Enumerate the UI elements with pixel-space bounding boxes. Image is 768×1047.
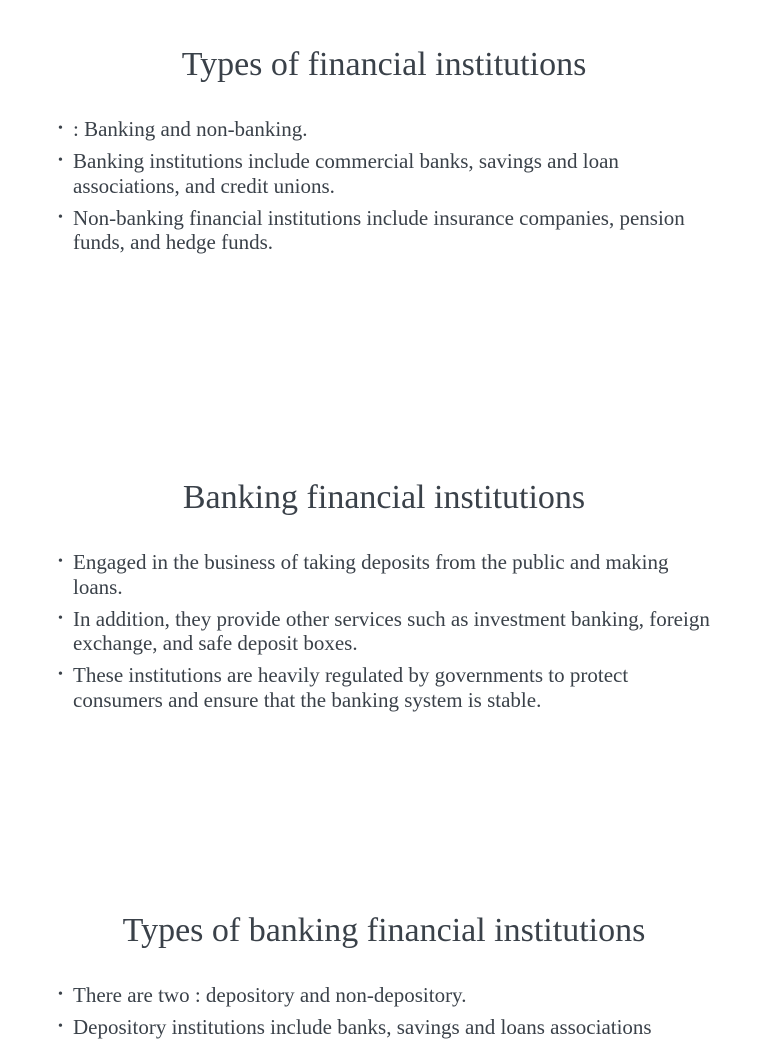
slide-3 — [0, 866, 768, 1039]
bullet-item — [58, 607, 718, 656]
bullet-text: In addition, they provide other services such as investment banking, foreign exchange, and safe deposit boxes. — [73, 606, 710, 655]
bullet-icon: • — [58, 209, 63, 225]
bullet-item — [58, 117, 718, 142]
bullet-text: Non-banking financial institutions include insurance companies, pension funds, and hedge funds. — [73, 205, 685, 254]
bullet-text: There are two : depository and non-depository. — [73, 983, 467, 1007]
bullet-icon: • — [58, 987, 63, 1002]
slide-title: Banking financial institutions — [182, 479, 586, 516]
slide-title: Types of financial institutions — [181, 46, 587, 83]
bullet-item — [58, 983, 718, 1008]
bullet-text: Banking institutions include commercial banks, savings and loan associations, and credit unions. — [73, 149, 619, 198]
bullet-icon: • — [58, 153, 63, 168]
bullet-text: Depository institutions include banks, savings and loans associations — [73, 1015, 652, 1039]
bullet-list — [58, 983, 718, 1047]
bullet-icon: • — [58, 121, 63, 136]
bullet-icon: • — [58, 667, 63, 682]
bullet-item — [58, 1015, 718, 1040]
bullet-list — [58, 550, 718, 720]
slide-1 — [0, 0, 768, 433]
bullet-item — [58, 206, 718, 255]
bullet-list — [58, 117, 718, 262]
slide-2 — [0, 433, 768, 866]
bullet-text: Engaged in the business of taking deposits from the public and making loans. — [73, 550, 669, 599]
bullet-text: : Banking and non-banking. — [73, 117, 308, 141]
bullet-icon: • — [58, 554, 63, 569]
bullet-item — [58, 550, 718, 599]
bullet-icon: • — [58, 1019, 63, 1034]
bullet-text: These institutions are heavily regulated by governments to protect consumers and ensure that the banking system is stable. — [73, 663, 629, 712]
bullet-item — [58, 149, 718, 198]
slide-title: Types of banking financial institutions — [122, 912, 646, 949]
bullet-item — [58, 663, 718, 712]
bullet-icon: • — [58, 610, 63, 626]
